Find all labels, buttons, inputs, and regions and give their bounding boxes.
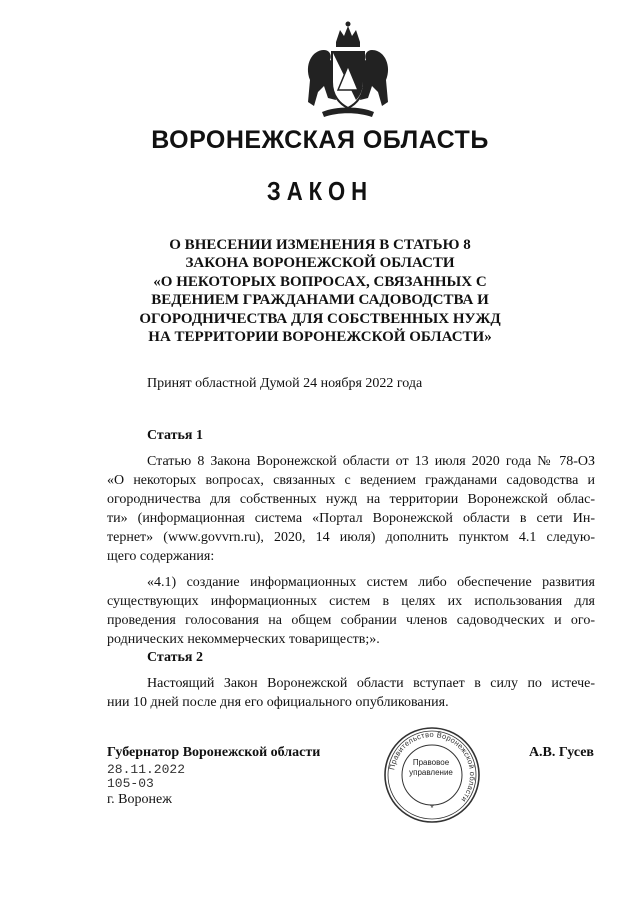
registration-date: 28.11.2022 [107,762,186,777]
voronezh-coat-of-arms-icon [302,20,394,120]
region-title: ВОРОНЕЖСКАЯ ОБЛАСТЬ [151,126,489,154]
text-line: огородничества для собственных нужд на территории Воронежской облас- [107,492,595,507]
text-line: проведения голосования на общем собрании членов садоводческих и ого- [107,613,595,628]
text-line: «4.1) создание информационных систем либо обеспечение развития [147,575,595,590]
subject-line: ВЕДЕНИЕМ ГРАЖДАНАМИ САДОВОДСТВА И [151,292,489,309]
article-2-text [107,674,595,712]
text-line: нии 10 дней после дня его официального опубликования. [107,695,449,710]
subject-line: ЗАКОНА ВОРОНЕЖСКОЙ ОБЛАСТИ [185,255,455,272]
city: г. Воронеж [107,792,172,807]
signer-name: А.В. Гусев [528,745,594,760]
article-2-heading: Статья 2 [147,650,203,665]
text-line: роднических некоммерческих товариществ;». [107,632,380,647]
subject-line: ОГОРОДНИЧЕСТВА ДЛЯ СОБСТВЕННЫХ НУЖД [139,310,501,327]
text-line: щего содержания: [107,549,215,564]
text-line: ти» (информационная система «Портал Воронежской области в сети Ин- [107,511,595,526]
text-line: тернет» (www.govvrn.ru), 2020, 14 июля) дополнить пунктом 4.1 следую- [107,530,595,545]
subject-line: НА ТЕРРИТОРИИ ВОРОНЕЖСКОЙ ОБЛАСТИ» [148,329,492,346]
law-subject [120,236,520,346]
text-line: Статью 8 Закона Воронежской области от 13 июля 2020 года № 78-ОЗ [147,454,595,469]
subject-line: «О НЕКОТОРЫХ ВОПРОСАХ, СВЯЗАННЫХ С [153,273,487,290]
stamp-inner-line: Правовое [412,758,450,767]
governor-title: Губернатор Воронежской области [107,745,321,760]
article-1-quoted-item [107,573,595,649]
law-title: ЗАКОН [266,176,374,206]
stamp-inner-line: управление [409,768,453,777]
article-1-text [107,452,595,566]
text-line: существующих информационных систем в целях их использования для [107,594,595,609]
stamp-star: * [430,803,434,813]
subject-line: О ВНЕСЕНИИ ИЗМЕНЕНИЯ В СТАТЬЮ 8 [169,237,471,253]
text-line: Настоящий Закон Воронежской области вступает в силу по истече- [147,676,595,691]
stamp-ring-text: Правительство Воронежской области [387,729,478,805]
article-1-heading: Статья 1 [147,428,203,443]
law-number: 105-03 [107,776,154,791]
text-line: «О некоторых вопросах, связанных с ведением гражданами садоводства и [107,473,595,488]
stamp-inner-text [401,758,461,778]
adoption-note: Принят областной Думой 24 ноября 2022 года [147,376,423,391]
